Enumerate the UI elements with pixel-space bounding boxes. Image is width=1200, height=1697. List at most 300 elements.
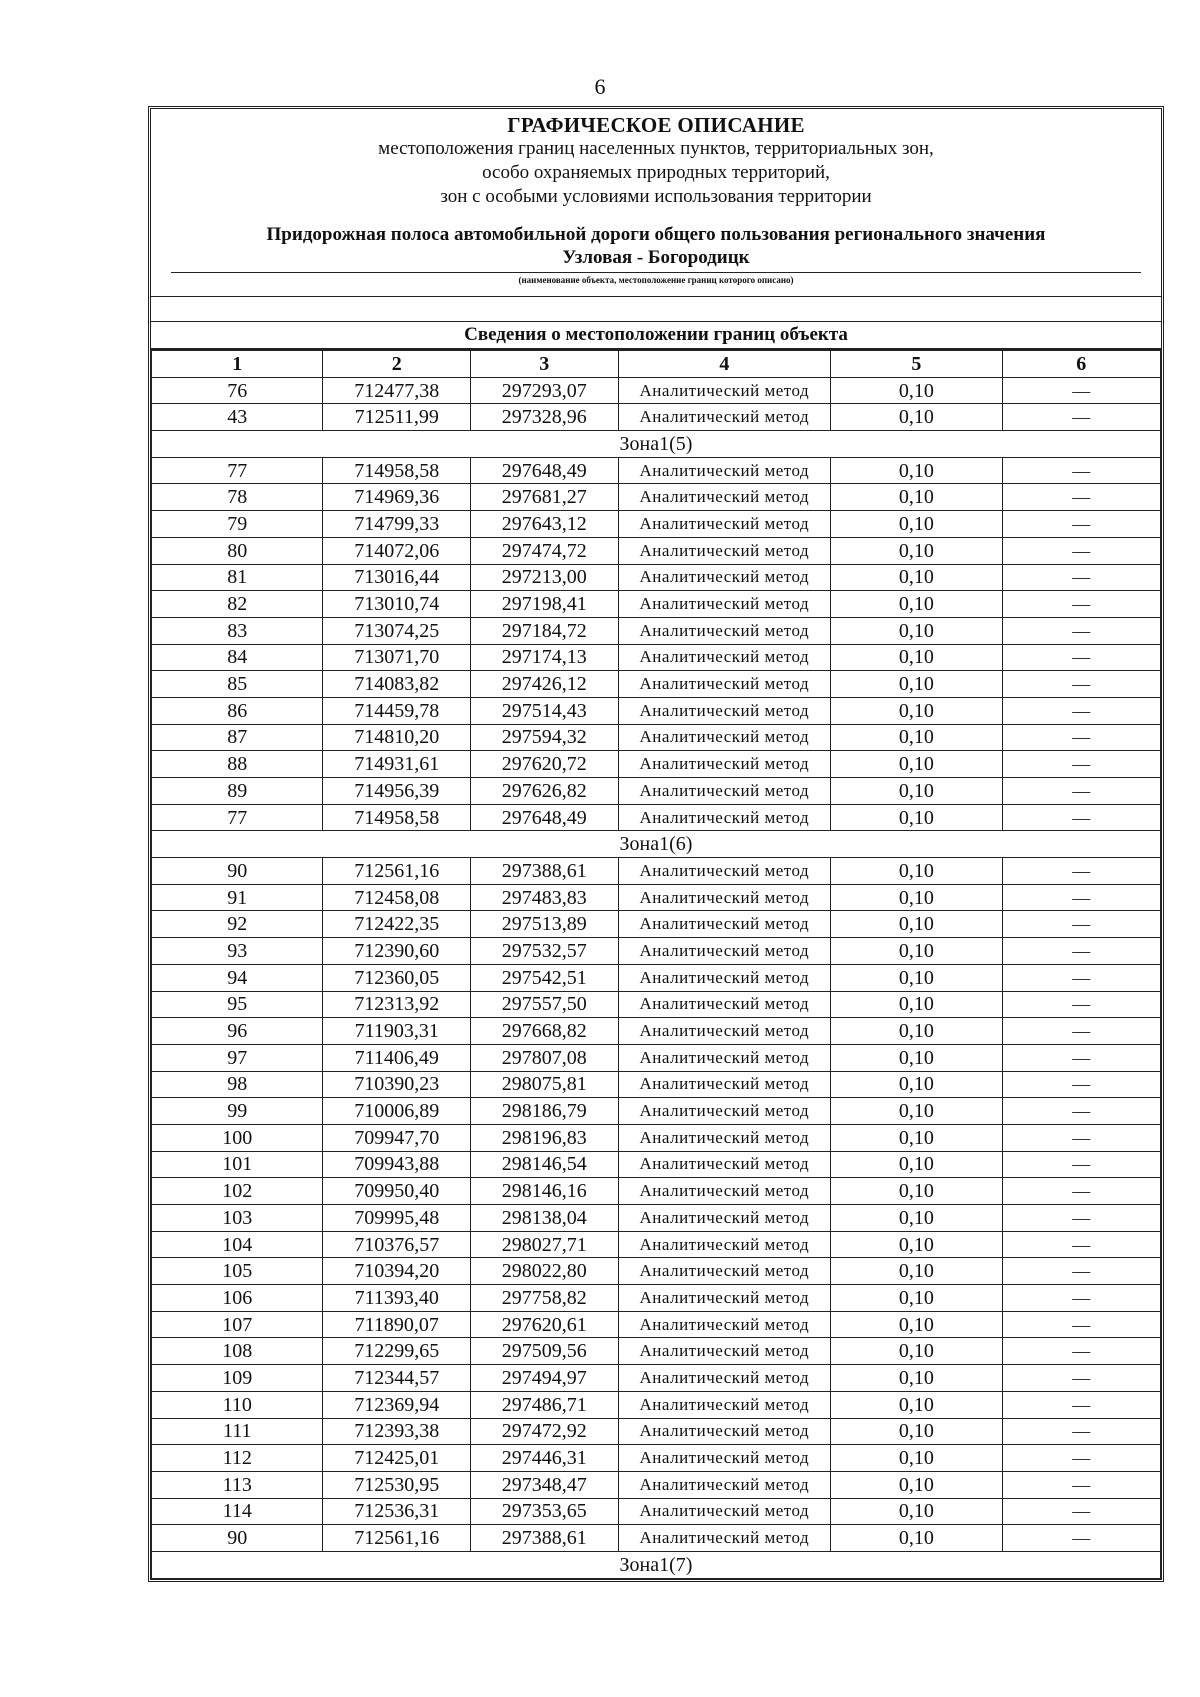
x-coordinate-cell: 712561,16 (323, 858, 471, 885)
note-cell: — (1002, 778, 1160, 805)
note-cell: — (1002, 1205, 1160, 1232)
method-cell: Аналитический метод (618, 671, 831, 698)
column-header: 6 (1002, 351, 1160, 378)
accuracy-cell: 0,10 (831, 1445, 1002, 1472)
y-coordinate-cell: 297293,07 (470, 377, 618, 404)
method-cell: Аналитический метод (618, 377, 831, 404)
note-cell: — (1002, 404, 1160, 431)
x-coordinate-cell: 714956,39 (323, 778, 471, 805)
column-header: 2 (323, 351, 471, 378)
method-cell: Аналитический метод (618, 1365, 831, 1392)
accuracy-cell: 0,10 (831, 1071, 1002, 1098)
table-row (152, 1498, 1161, 1525)
point-number-cell: 93 (152, 938, 323, 965)
method-cell: Аналитический метод (618, 1151, 831, 1178)
method-cell: Аналитический метод (618, 911, 831, 938)
note-cell: — (1002, 724, 1160, 751)
x-coordinate-cell: 712422,35 (323, 911, 471, 938)
y-coordinate-cell: 297514,43 (470, 697, 618, 724)
point-number-cell: 76 (152, 377, 323, 404)
table-row (152, 671, 1161, 698)
x-coordinate-cell: 714958,58 (323, 804, 471, 831)
zone-row (152, 431, 1161, 458)
document-title: ГРАФИЧЕСКОЕ ОПИСАНИЕ (507, 113, 805, 137)
accuracy-cell: 0,10 (831, 564, 1002, 591)
y-coordinate-cell: 297681,27 (470, 484, 618, 511)
point-number-cell: 88 (152, 751, 323, 778)
y-coordinate-cell: 297388,61 (470, 1525, 618, 1552)
note-cell: — (1002, 484, 1160, 511)
accuracy-cell: 0,10 (831, 1418, 1002, 1445)
y-coordinate-cell: 297486,71 (470, 1391, 618, 1418)
y-coordinate-cell: 297648,49 (470, 457, 618, 484)
point-number-cell: 95 (152, 991, 323, 1018)
method-cell: Аналитический метод (618, 804, 831, 831)
x-coordinate-cell: 709943,88 (323, 1151, 471, 1178)
table-row (152, 858, 1161, 885)
note-cell: — (1002, 537, 1160, 564)
x-coordinate-cell: 713071,70 (323, 644, 471, 671)
x-coordinate-cell: 712536,31 (323, 1498, 471, 1525)
accuracy-cell: 0,10 (831, 617, 1002, 644)
document-subtitle-line: местоположения границ населенных пунктов, территориальных зон, (378, 138, 934, 159)
x-coordinate-cell: 712313,92 (323, 991, 471, 1018)
accuracy-cell: 0,10 (831, 1498, 1002, 1525)
y-coordinate-cell: 297483,83 (470, 884, 618, 911)
accuracy-cell: 0,10 (831, 778, 1002, 805)
point-number-cell: 105 (152, 1258, 323, 1285)
point-number-cell: 99 (152, 1098, 323, 1125)
method-cell: Аналитический метод (618, 1445, 831, 1472)
y-coordinate-cell: 297557,50 (470, 991, 618, 1018)
section-title: Сведения о местоположении границ объекта (151, 322, 1161, 350)
method-cell: Аналитический метод (618, 537, 831, 564)
note-cell: — (1002, 1285, 1160, 1312)
point-number-cell: 100 (152, 1124, 323, 1151)
table-row (152, 964, 1161, 991)
zone-label: Зона1(7) (152, 1551, 1161, 1578)
note-cell: — (1002, 991, 1160, 1018)
note-cell: — (1002, 617, 1160, 644)
method-cell: Аналитический метод (618, 1178, 831, 1205)
method-cell: Аналитический метод (618, 697, 831, 724)
x-coordinate-cell: 712511,99 (323, 404, 471, 431)
y-coordinate-cell: 297620,72 (470, 751, 618, 778)
method-cell: Аналитический метод (618, 884, 831, 911)
point-number-cell: 43 (152, 404, 323, 431)
note-cell: — (1002, 671, 1160, 698)
method-cell: Аналитический метод (618, 1071, 831, 1098)
table-row (152, 1471, 1161, 1498)
table-row (152, 1418, 1161, 1445)
method-cell: Аналитический метод (618, 484, 831, 511)
accuracy-cell: 0,10 (831, 591, 1002, 618)
method-cell: Аналитический метод (618, 1018, 831, 1045)
accuracy-cell: 0,10 (831, 377, 1002, 404)
note-cell: — (1002, 591, 1160, 618)
table-row (152, 938, 1161, 965)
accuracy-cell: 0,10 (831, 1311, 1002, 1338)
accuracy-cell: 0,10 (831, 751, 1002, 778)
note-cell: — (1002, 377, 1160, 404)
document-subtitle-line: зон с особыми условиями использования территории (440, 186, 872, 207)
document-frame (148, 106, 1164, 1582)
y-coordinate-cell: 298146,54 (470, 1151, 618, 1178)
point-number-cell: 114 (152, 1498, 323, 1525)
x-coordinate-cell: 709950,40 (323, 1178, 471, 1205)
y-coordinate-cell: 297328,96 (470, 404, 618, 431)
point-number-cell: 101 (152, 1151, 323, 1178)
x-coordinate-cell: 710394,20 (323, 1258, 471, 1285)
note-cell: — (1002, 1311, 1160, 1338)
table-row (152, 537, 1161, 564)
method-cell: Аналитический метод (618, 778, 831, 805)
y-coordinate-cell: 297426,12 (470, 671, 618, 698)
y-coordinate-cell: 297446,31 (470, 1445, 618, 1472)
x-coordinate-cell: 714799,33 (323, 511, 471, 538)
note-cell: — (1002, 804, 1160, 831)
column-header: 4 (618, 351, 831, 378)
table-row (152, 1445, 1161, 1472)
accuracy-cell: 0,10 (831, 1178, 1002, 1205)
accuracy-cell: 0,10 (831, 884, 1002, 911)
x-coordinate-cell: 712458,08 (323, 884, 471, 911)
table-row (152, 1124, 1161, 1151)
point-number-cell: 91 (152, 884, 323, 911)
x-coordinate-cell: 712530,95 (323, 1471, 471, 1498)
point-number-cell: 108 (152, 1338, 323, 1365)
method-cell: Аналитический метод (618, 938, 831, 965)
method-cell: Аналитический метод (618, 1418, 831, 1445)
y-coordinate-cell: 297509,56 (470, 1338, 618, 1365)
accuracy-cell: 0,10 (831, 1471, 1002, 1498)
method-cell: Аналитический метод (618, 1258, 831, 1285)
method-cell: Аналитический метод (618, 1525, 831, 1552)
accuracy-cell: 0,10 (831, 1391, 1002, 1418)
accuracy-cell: 0,10 (831, 964, 1002, 991)
note-cell: — (1002, 751, 1160, 778)
x-coordinate-cell: 710390,23 (323, 1071, 471, 1098)
zone-row (152, 831, 1161, 858)
method-cell: Аналитический метод (618, 858, 831, 885)
accuracy-cell: 0,10 (831, 1525, 1002, 1552)
method-cell: Аналитический метод (618, 457, 831, 484)
accuracy-cell: 0,10 (831, 457, 1002, 484)
point-number-cell: 77 (152, 804, 323, 831)
y-coordinate-cell: 297472,92 (470, 1418, 618, 1445)
table-row (152, 511, 1161, 538)
table-row (152, 1285, 1161, 1312)
method-cell: Аналитический метод (618, 1338, 831, 1365)
table-row (152, 884, 1161, 911)
point-number-cell: 103 (152, 1205, 323, 1232)
point-number-cell: 110 (152, 1391, 323, 1418)
table-row (152, 457, 1161, 484)
method-cell: Аналитический метод (618, 404, 831, 431)
method-cell: Аналитический метод (618, 1044, 831, 1071)
y-coordinate-cell: 298075,81 (470, 1071, 618, 1098)
point-number-cell: 84 (152, 644, 323, 671)
y-coordinate-cell: 297648,49 (470, 804, 618, 831)
table-row (152, 1018, 1161, 1045)
x-coordinate-cell: 714969,36 (323, 484, 471, 511)
x-coordinate-cell: 709995,48 (323, 1205, 471, 1232)
note-cell: — (1002, 1044, 1160, 1071)
point-number-cell: 83 (152, 617, 323, 644)
point-number-cell: 82 (152, 591, 323, 618)
note-cell: — (1002, 697, 1160, 724)
document-subtitle-line: особо охраняемых природных территорий, (482, 162, 830, 183)
y-coordinate-cell: 298186,79 (470, 1098, 618, 1125)
accuracy-cell: 0,10 (831, 1338, 1002, 1365)
note-cell: — (1002, 1365, 1160, 1392)
note-cell: — (1002, 964, 1160, 991)
x-coordinate-cell: 712369,94 (323, 1391, 471, 1418)
table-row (152, 804, 1161, 831)
object-name-rule (171, 272, 1141, 273)
x-coordinate-cell: 712393,38 (323, 1418, 471, 1445)
table-row (152, 617, 1161, 644)
method-cell: Аналитический метод (618, 564, 831, 591)
method-cell: Аналитический метод (618, 751, 831, 778)
accuracy-cell: 0,10 (831, 537, 1002, 564)
point-number-cell: 79 (152, 511, 323, 538)
method-cell: Аналитический метод (618, 1311, 831, 1338)
method-cell: Аналитический метод (618, 511, 831, 538)
point-number-cell: 94 (152, 964, 323, 991)
table-row (152, 991, 1161, 1018)
table-row (152, 1231, 1161, 1258)
note-cell: — (1002, 1498, 1160, 1525)
table-row (152, 751, 1161, 778)
x-coordinate-cell: 711406,49 (323, 1044, 471, 1071)
point-number-cell: 87 (152, 724, 323, 751)
x-coordinate-cell: 710006,89 (323, 1098, 471, 1125)
x-coordinate-cell: 712390,60 (323, 938, 471, 965)
accuracy-cell: 0,10 (831, 511, 1002, 538)
method-cell: Аналитический метод (618, 991, 831, 1018)
y-coordinate-cell: 297807,08 (470, 1044, 618, 1071)
table-row (152, 724, 1161, 751)
zone-label: Зона1(5) (152, 431, 1161, 458)
accuracy-cell: 0,10 (831, 858, 1002, 885)
method-cell: Аналитический метод (618, 1124, 831, 1151)
accuracy-cell: 0,10 (831, 671, 1002, 698)
accuracy-cell: 0,10 (831, 1231, 1002, 1258)
table-row (152, 1151, 1161, 1178)
y-coordinate-cell: 298022,80 (470, 1258, 618, 1285)
note-cell: — (1002, 938, 1160, 965)
x-coordinate-cell: 714459,78 (323, 697, 471, 724)
column-header: 1 (152, 351, 323, 378)
note-cell: — (1002, 1418, 1160, 1445)
note-cell: — (1002, 1525, 1160, 1552)
table-row (152, 1044, 1161, 1071)
table-body (152, 377, 1161, 1578)
y-coordinate-cell: 297353,65 (470, 1498, 618, 1525)
x-coordinate-cell: 711393,40 (323, 1285, 471, 1312)
table-row (152, 1205, 1161, 1232)
header-spacer (151, 297, 1161, 322)
column-header: 5 (831, 351, 1002, 378)
accuracy-cell: 0,10 (831, 697, 1002, 724)
y-coordinate-cell: 297758,82 (470, 1285, 618, 1312)
zone-label: Зона1(6) (152, 831, 1161, 858)
point-number-cell: 86 (152, 697, 323, 724)
table-row (152, 564, 1161, 591)
method-cell: Аналитический метод (618, 1231, 831, 1258)
point-number-cell: 107 (152, 1311, 323, 1338)
note-cell: — (1002, 1391, 1160, 1418)
note-cell: — (1002, 564, 1160, 591)
x-coordinate-cell: 712344,57 (323, 1365, 471, 1392)
x-coordinate-cell: 712477,38 (323, 377, 471, 404)
x-coordinate-cell: 714810,20 (323, 724, 471, 751)
method-cell: Аналитический метод (618, 644, 831, 671)
note-cell: — (1002, 1151, 1160, 1178)
y-coordinate-cell: 297668,82 (470, 1018, 618, 1045)
y-coordinate-cell: 297474,72 (470, 537, 618, 564)
accuracy-cell: 0,10 (831, 644, 1002, 671)
accuracy-cell: 0,10 (831, 484, 1002, 511)
x-coordinate-cell: 712360,05 (323, 964, 471, 991)
document-header (151, 109, 1161, 297)
accuracy-cell: 0,10 (831, 1124, 1002, 1151)
x-coordinate-cell: 714931,61 (323, 751, 471, 778)
y-coordinate-cell: 297620,61 (470, 1311, 618, 1338)
y-coordinate-cell: 297643,12 (470, 511, 618, 538)
note-cell: — (1002, 1231, 1160, 1258)
method-cell: Аналитический метод (618, 591, 831, 618)
point-number-cell: 78 (152, 484, 323, 511)
note-cell: — (1002, 858, 1160, 885)
table-row (152, 697, 1161, 724)
point-number-cell: 92 (152, 911, 323, 938)
zone-row (152, 1551, 1161, 1578)
note-cell: — (1002, 1098, 1160, 1125)
note-cell: — (1002, 1445, 1160, 1472)
table-row (152, 1391, 1161, 1418)
x-coordinate-cell: 709947,70 (323, 1124, 471, 1151)
accuracy-cell: 0,10 (831, 1151, 1002, 1178)
x-coordinate-cell: 713010,74 (323, 591, 471, 618)
point-number-cell: 106 (152, 1285, 323, 1312)
point-number-cell: 96 (152, 1018, 323, 1045)
x-coordinate-cell: 711890,07 (323, 1311, 471, 1338)
point-number-cell: 77 (152, 457, 323, 484)
x-coordinate-cell: 712299,65 (323, 1338, 471, 1365)
page-number: 6 (594, 74, 606, 99)
object-name-line: Узловая - Богородицк (562, 247, 750, 268)
point-number-cell: 112 (152, 1445, 323, 1472)
note-cell: — (1002, 644, 1160, 671)
method-cell: Аналитический метод (618, 1471, 831, 1498)
x-coordinate-cell: 712425,01 (323, 1445, 471, 1472)
y-coordinate-cell: 298146,16 (470, 1178, 618, 1205)
point-number-cell: 109 (152, 1365, 323, 1392)
note-cell: — (1002, 884, 1160, 911)
point-number-cell: 85 (152, 671, 323, 698)
point-number-cell: 90 (152, 1525, 323, 1552)
y-coordinate-cell: 297494,97 (470, 1365, 618, 1392)
y-coordinate-cell: 297213,00 (470, 564, 618, 591)
point-number-cell: 113 (152, 1471, 323, 1498)
x-coordinate-cell: 714083,82 (323, 671, 471, 698)
point-number-cell: 111 (152, 1418, 323, 1445)
table-row (152, 1525, 1161, 1552)
x-coordinate-cell: 711903,31 (323, 1018, 471, 1045)
table-row (152, 911, 1161, 938)
y-coordinate-cell: 297594,32 (470, 724, 618, 751)
point-number-cell: 90 (152, 858, 323, 885)
point-number-cell: 102 (152, 1178, 323, 1205)
table-row (152, 1365, 1161, 1392)
accuracy-cell: 0,10 (831, 1285, 1002, 1312)
accuracy-cell: 0,10 (831, 911, 1002, 938)
object-caption: (наименование объекта, местоположение границ которого описано) (518, 275, 794, 285)
method-cell: Аналитический метод (618, 1498, 831, 1525)
note-cell: — (1002, 911, 1160, 938)
note-cell: — (1002, 1124, 1160, 1151)
accuracy-cell: 0,10 (831, 1365, 1002, 1392)
note-cell: — (1002, 1071, 1160, 1098)
x-coordinate-cell: 710376,57 (323, 1231, 471, 1258)
y-coordinate-cell: 297184,72 (470, 617, 618, 644)
y-coordinate-cell: 298196,83 (470, 1124, 618, 1151)
table-row (152, 1311, 1161, 1338)
accuracy-cell: 0,10 (831, 1098, 1002, 1125)
column-header: 3 (470, 351, 618, 378)
note-cell: — (1002, 1338, 1160, 1365)
note-cell: — (1002, 1178, 1160, 1205)
y-coordinate-cell: 297174,13 (470, 644, 618, 671)
note-cell: — (1002, 1471, 1160, 1498)
y-coordinate-cell: 297542,51 (470, 964, 618, 991)
y-coordinate-cell: 297532,57 (470, 938, 618, 965)
note-cell: — (1002, 1018, 1160, 1045)
x-coordinate-cell: 714958,58 (323, 457, 471, 484)
y-coordinate-cell: 298138,04 (470, 1205, 618, 1232)
note-cell: — (1002, 457, 1160, 484)
table-row (152, 1071, 1161, 1098)
accuracy-cell: 0,10 (831, 1044, 1002, 1071)
table-row (152, 1098, 1161, 1125)
point-number-cell: 98 (152, 1071, 323, 1098)
method-cell: Аналитический метод (618, 1285, 831, 1312)
y-coordinate-cell: 297388,61 (470, 858, 618, 885)
method-cell: Аналитический метод (618, 1098, 831, 1125)
accuracy-cell: 0,10 (831, 1258, 1002, 1285)
accuracy-cell: 0,10 (831, 1018, 1002, 1045)
method-cell: Аналитический метод (618, 1205, 831, 1232)
accuracy-cell: 0,10 (831, 804, 1002, 831)
table-row (152, 1178, 1161, 1205)
note-cell: — (1002, 1258, 1160, 1285)
y-coordinate-cell: 297348,47 (470, 1471, 618, 1498)
table-row (152, 377, 1161, 404)
point-number-cell: 97 (152, 1044, 323, 1071)
table-row (152, 644, 1161, 671)
accuracy-cell: 0,10 (831, 938, 1002, 965)
y-coordinate-cell: 298027,71 (470, 1231, 618, 1258)
table-row (152, 591, 1161, 618)
table-row (152, 778, 1161, 805)
method-cell: Аналитический метод (618, 617, 831, 644)
x-coordinate-cell: 713016,44 (323, 564, 471, 591)
note-cell: — (1002, 511, 1160, 538)
accuracy-cell: 0,10 (831, 991, 1002, 1018)
y-coordinate-cell: 297198,41 (470, 591, 618, 618)
